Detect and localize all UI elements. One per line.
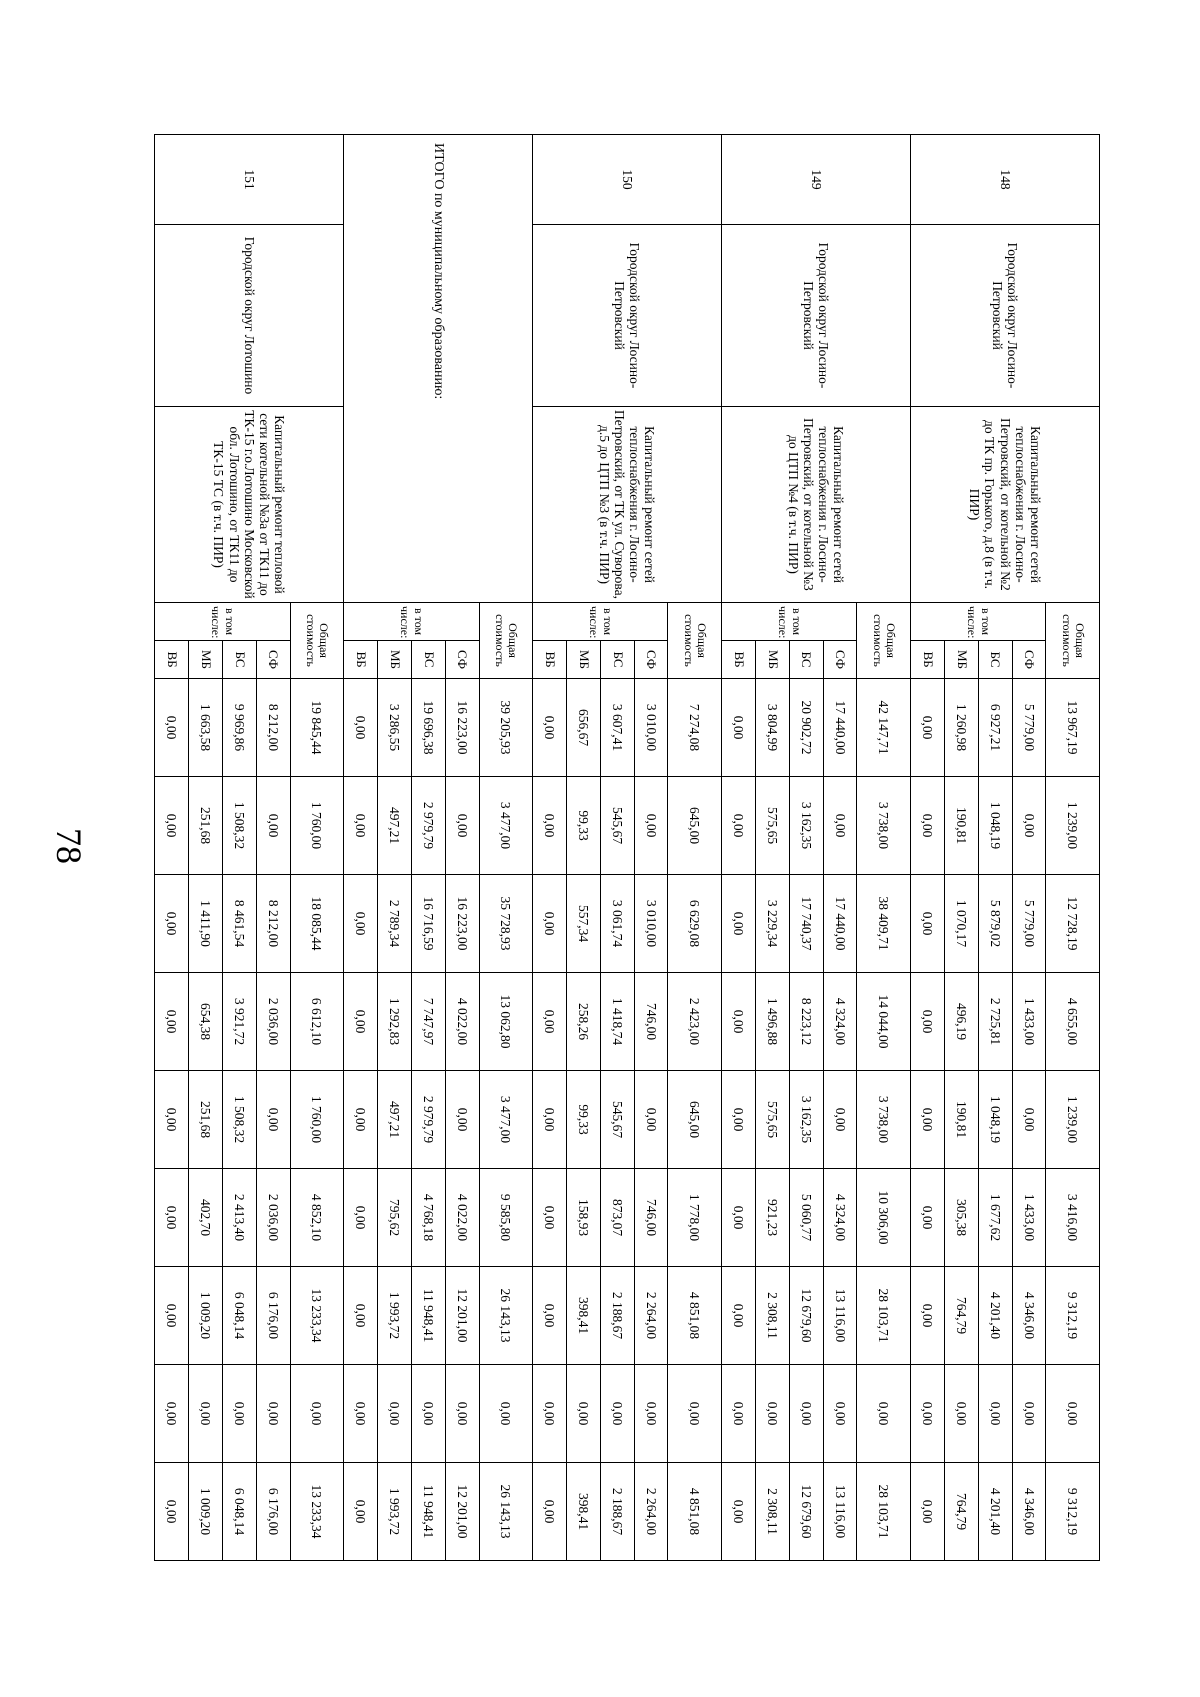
value-cell: 2 979,79 <box>411 777 445 875</box>
value-cell: 3 738,00 <box>857 777 911 875</box>
value-cell: 0,00 <box>445 1365 479 1463</box>
value-cell: 0,00 <box>155 1267 189 1365</box>
value-cell: 1 508,32 <box>222 1071 256 1169</box>
value-cell: 545,67 <box>600 1071 634 1169</box>
value-cell: 9 312,19 <box>1046 1463 1100 1561</box>
table-row <box>290 135 344 1561</box>
value-cell: 0,00 <box>533 1267 567 1365</box>
value-cell: 2 725,81 <box>978 973 1012 1071</box>
value-cell: 656,67 <box>567 679 601 777</box>
total-label: ИТОГО по муниципальному образованию: <box>344 135 533 603</box>
value-cell: 0,00 <box>722 973 756 1071</box>
funding-source: МБ <box>189 641 223 679</box>
value-cell: 13 967,19 <box>1046 679 1100 777</box>
value-cell: 305,38 <box>944 1169 978 1267</box>
value-cell: 4 201,40 <box>978 1267 1012 1365</box>
value-cell: 0,00 <box>1012 1071 1046 1169</box>
funding-source: ВБ <box>911 641 945 679</box>
value-cell: 18 085,44 <box>290 875 344 973</box>
value-cell: 6 176,00 <box>256 1463 290 1561</box>
value-cell: 13 116,00 <box>823 1463 857 1561</box>
value-cell: 0,00 <box>722 1169 756 1267</box>
value-cell: 1 677,62 <box>978 1169 1012 1267</box>
value-cell: 0,00 <box>445 777 479 875</box>
value-cell: 557,34 <box>567 875 601 973</box>
value-cell: 0,00 <box>978 1365 1012 1463</box>
value-cell: 795,62 <box>378 1169 412 1267</box>
value-cell: 1 508,32 <box>222 777 256 875</box>
including-label: в том числе: <box>722 603 857 641</box>
value-cell: 0,00 <box>722 679 756 777</box>
cost-table <box>154 134 1100 1561</box>
value-cell: 0,00 <box>533 777 567 875</box>
value-cell: 0,00 <box>411 1365 445 1463</box>
including-label: в том числе: <box>344 603 479 641</box>
value-cell: 0,00 <box>344 973 378 1071</box>
value-cell: 5 779,00 <box>1012 875 1046 973</box>
value-cell: 0,00 <box>155 1071 189 1169</box>
funding-source: БС <box>411 641 445 679</box>
including-label: в том числе: <box>533 603 668 641</box>
value-cell: 1 239,00 <box>1046 777 1100 875</box>
value-cell: 0,00 <box>533 1365 567 1463</box>
value-cell: 2 264,00 <box>634 1463 668 1561</box>
value-cell: 99,33 <box>567 777 601 875</box>
value-cell: 0,00 <box>722 777 756 875</box>
value-cell: 14 044,00 <box>857 973 911 1071</box>
value-cell: 2 979,79 <box>411 1071 445 1169</box>
value-cell: 3 010,00 <box>634 875 668 973</box>
value-cell: 20 902,72 <box>789 679 823 777</box>
value-cell: 0,00 <box>155 973 189 1071</box>
value-cell: 645,00 <box>668 777 722 875</box>
value-cell: 13 062,80 <box>479 973 533 1071</box>
funding-source: МБ <box>567 641 601 679</box>
funding-source: СФ <box>256 641 290 679</box>
table-row <box>857 135 911 1561</box>
value-cell: 0,00 <box>155 1169 189 1267</box>
value-cell: 2 188,67 <box>600 1463 634 1561</box>
value-cell: 19 696,38 <box>411 679 445 777</box>
value-cell: 0,00 <box>911 679 945 777</box>
value-cell: 0,00 <box>911 973 945 1071</box>
value-cell: 0,00 <box>533 1071 567 1169</box>
value-cell: 2 423,00 <box>668 973 722 1071</box>
value-cell: 2 264,00 <box>634 1267 668 1365</box>
value-cell: 0,00 <box>155 1365 189 1463</box>
value-cell: 0,00 <box>911 1071 945 1169</box>
project-description: Капитальный ремонт сетей теплоснабжения г. Лосино-Петровский, от ТК ул. Суворова, д.5 до ЦТП №3 (в т.ч. ПИР) <box>533 407 722 603</box>
value-cell: 4 324,00 <box>823 973 857 1071</box>
value-cell: 12 201,00 <box>445 1267 479 1365</box>
value-cell: 0,00 <box>533 973 567 1071</box>
value-cell: 0,00 <box>634 777 668 875</box>
value-cell: 0,00 <box>378 1365 412 1463</box>
value-cell: 8 223,12 <box>789 973 823 1071</box>
value-cell: 764,79 <box>944 1267 978 1365</box>
value-cell: 2 413,40 <box>222 1169 256 1267</box>
value-cell: 0,00 <box>344 1169 378 1267</box>
value-cell: 0,00 <box>1046 1365 1100 1463</box>
value-cell: 16 716,59 <box>411 875 445 973</box>
value-cell: 28 103,71 <box>857 1463 911 1561</box>
value-cell: 4 655,00 <box>1046 973 1100 1071</box>
value-cell: 0,00 <box>668 1365 722 1463</box>
value-cell: 0,00 <box>344 1463 378 1561</box>
value-cell: 0,00 <box>722 1365 756 1463</box>
value-cell: 1 009,20 <box>189 1463 223 1561</box>
value-cell: 0,00 <box>533 679 567 777</box>
value-cell: 0,00 <box>722 1463 756 1561</box>
value-cell: 3 477,00 <box>479 1071 533 1169</box>
value-cell: 7 274,08 <box>668 679 722 777</box>
value-cell: 6 927,21 <box>978 679 1012 777</box>
value-cell: 1 760,00 <box>290 1071 344 1169</box>
including-label: в том числе: <box>155 603 291 641</box>
municipality: Городской округ Лотошино <box>155 225 344 407</box>
value-cell: 0,00 <box>222 1365 256 1463</box>
value-cell: 746,00 <box>634 1169 668 1267</box>
value-cell: 13 116,00 <box>823 1267 857 1365</box>
funding-source: МБ <box>378 641 412 679</box>
value-cell: 9 969,86 <box>222 679 256 777</box>
funding-source: ВБ <box>722 641 756 679</box>
value-cell: 0,00 <box>256 1365 290 1463</box>
value-cell: 1 778,00 <box>668 1169 722 1267</box>
funding-source: МБ <box>755 641 789 679</box>
total-cost-label: Общая стоимость <box>290 603 344 679</box>
funding-source: СФ <box>445 641 479 679</box>
value-cell: 4 022,00 <box>445 1169 479 1267</box>
value-cell: 251,68 <box>189 777 223 875</box>
value-cell: 1 048,19 <box>978 1071 1012 1169</box>
value-cell: 0,00 <box>256 777 290 875</box>
value-cell: 10 306,00 <box>857 1169 911 1267</box>
value-cell: 0,00 <box>344 777 378 875</box>
value-cell: 8 212,00 <box>256 679 290 777</box>
value-cell: 1 239,00 <box>1046 1071 1100 1169</box>
funding-source: БС <box>978 641 1012 679</box>
value-cell: 12 679,60 <box>789 1463 823 1561</box>
value-cell: 4 346,00 <box>1012 1267 1046 1365</box>
row-number: 149 <box>722 135 911 225</box>
value-cell: 0,00 <box>755 1365 789 1463</box>
value-cell: 2 036,00 <box>256 973 290 1071</box>
project-description: Капитальный ремонт сетей теплоснабжения г. Лосино-Петровский, от котельной №3 до ЦТП №4 (в т.ч. ПИР) <box>722 407 911 603</box>
value-cell: 0,00 <box>445 1071 479 1169</box>
funding-source: БС <box>222 641 256 679</box>
value-cell: 190,81 <box>944 1071 978 1169</box>
value-cell: 4 201,40 <box>978 1463 1012 1561</box>
value-cell: 764,79 <box>944 1463 978 1561</box>
value-cell: 402,70 <box>189 1169 223 1267</box>
value-cell: 654,38 <box>189 973 223 1071</box>
value-cell: 0,00 <box>823 1071 857 1169</box>
value-cell: 0,00 <box>722 1267 756 1365</box>
value-cell: 3 921,72 <box>222 973 256 1071</box>
page-number: 78 <box>49 828 89 864</box>
value-cell: 3 286,55 <box>378 679 412 777</box>
value-cell: 873,07 <box>600 1169 634 1267</box>
value-cell: 0,00 <box>634 1365 668 1463</box>
value-cell: 3 804,99 <box>755 679 789 777</box>
value-cell: 2 188,67 <box>600 1267 634 1365</box>
table-row <box>479 135 533 1561</box>
value-cell: 0,00 <box>722 1071 756 1169</box>
value-cell: 0,00 <box>344 875 378 973</box>
value-cell: 0,00 <box>600 1365 634 1463</box>
value-cell: 11 948,41 <box>411 1267 445 1365</box>
value-cell: 1 070,17 <box>944 875 978 973</box>
value-cell: 16 223,00 <box>445 679 479 777</box>
project-description: Капитальный ремонт сетей теплоснабжения г. Лосино-Петровский, от котельной №2 до ТК пр. Горького, д.8 (в т.ч. ПИР) <box>911 407 1100 603</box>
value-cell: 545,67 <box>600 777 634 875</box>
value-cell: 575,65 <box>755 777 789 875</box>
value-cell: 0,00 <box>857 1365 911 1463</box>
value-cell: 4 768,18 <box>411 1169 445 1267</box>
value-cell: 1 009,20 <box>189 1267 223 1365</box>
value-cell: 1 993,72 <box>378 1463 412 1561</box>
value-cell: 1 048,19 <box>978 777 1012 875</box>
value-cell: 9 312,19 <box>1046 1267 1100 1365</box>
total-cost-label: Общая стоимость <box>1046 603 1100 679</box>
value-cell: 28 103,71 <box>857 1267 911 1365</box>
value-cell: 1 260,98 <box>944 679 978 777</box>
value-cell: 4 851,08 <box>668 1463 722 1561</box>
value-cell: 3 162,35 <box>789 777 823 875</box>
value-cell: 4 852,10 <box>290 1169 344 1267</box>
value-cell: 5 060,77 <box>789 1169 823 1267</box>
value-cell: 1 663,58 <box>189 679 223 777</box>
value-cell: 1 760,00 <box>290 777 344 875</box>
table-row <box>668 135 722 1561</box>
value-cell: 1 496,88 <box>755 973 789 1071</box>
value-cell: 0,00 <box>911 875 945 973</box>
value-cell: 2 789,34 <box>378 875 412 973</box>
row-number: 148 <box>911 135 1100 225</box>
value-cell: 0,00 <box>155 679 189 777</box>
value-cell: 12 201,00 <box>445 1463 479 1561</box>
value-cell: 16 223,00 <box>445 875 479 973</box>
project-description: Капитальный ремонт тепловой сети котельной №3а от ТК11 до ТК-15 г.о.Лотошино Московской обл. Лотошино, от ТК11 до ТК-15 ТС (в т.ч. ПИР) <box>155 407 344 603</box>
value-cell: 6 629,08 <box>668 875 722 973</box>
funding-source: БС <box>789 641 823 679</box>
funding-source: МБ <box>944 641 978 679</box>
value-cell: 251,68 <box>189 1071 223 1169</box>
value-cell: 0,00 <box>290 1365 344 1463</box>
value-cell: 0,00 <box>722 875 756 973</box>
rotated-page <box>154 134 1100 1560</box>
value-cell: 0,00 <box>789 1365 823 1463</box>
value-cell: 38 409,71 <box>857 875 911 973</box>
total-cost-label: Общая стоимость <box>857 603 911 679</box>
value-cell: 497,21 <box>378 1071 412 1169</box>
value-cell: 4 022,00 <box>445 973 479 1071</box>
value-cell: 258,26 <box>567 973 601 1071</box>
value-cell: 11 948,41 <box>411 1463 445 1561</box>
value-cell: 3 738,00 <box>857 1071 911 1169</box>
funding-source: ВБ <box>344 641 378 679</box>
value-cell: 0,00 <box>256 1071 290 1169</box>
municipality: Городской округ Лосино-Петровский <box>722 225 911 407</box>
value-cell: 3 061,74 <box>600 875 634 973</box>
value-cell: 8 212,00 <box>256 875 290 973</box>
value-cell: 398,41 <box>567 1267 601 1365</box>
value-cell: 0,00 <box>1012 1365 1046 1463</box>
value-cell: 0,00 <box>155 875 189 973</box>
value-cell: 0,00 <box>533 875 567 973</box>
value-cell: 1 418,74 <box>600 973 634 1071</box>
value-cell: 190,81 <box>944 777 978 875</box>
value-cell: 921,23 <box>755 1169 789 1267</box>
value-cell: 1 433,00 <box>1012 1169 1046 1267</box>
value-cell: 12 728,19 <box>1046 875 1100 973</box>
value-cell: 7 747,97 <box>411 973 445 1071</box>
value-cell: 0,00 <box>567 1365 601 1463</box>
value-cell: 4 346,00 <box>1012 1463 1046 1561</box>
municipality: Городской округ Лосино-Петровский <box>911 225 1100 407</box>
value-cell: 1 433,00 <box>1012 973 1046 1071</box>
value-cell: 3 162,35 <box>789 1071 823 1169</box>
row-number: 150 <box>533 135 722 225</box>
value-cell: 1 411,90 <box>189 875 223 973</box>
value-cell: 0,00 <box>634 1071 668 1169</box>
value-cell: 3 229,34 <box>755 875 789 973</box>
value-cell: 3 010,00 <box>634 679 668 777</box>
value-cell: 4 851,08 <box>668 1267 722 1365</box>
value-cell: 0,00 <box>344 679 378 777</box>
funding-source: БС <box>600 641 634 679</box>
value-cell: 575,65 <box>755 1071 789 1169</box>
including-label: в том числе: <box>911 603 1046 641</box>
value-cell: 0,00 <box>823 777 857 875</box>
value-cell: 3 416,00 <box>1046 1169 1100 1267</box>
value-cell: 0,00 <box>911 777 945 875</box>
value-cell: 17 740,37 <box>789 875 823 973</box>
value-cell: 3 477,00 <box>479 777 533 875</box>
value-cell: 6 176,00 <box>256 1267 290 1365</box>
value-cell: 1 292,83 <box>378 973 412 1071</box>
value-cell: 5 879,02 <box>978 875 1012 973</box>
value-cell: 26 143,13 <box>479 1463 533 1561</box>
value-cell: 0,00 <box>479 1365 533 1463</box>
total-cost-label: Общая стоимость <box>668 603 722 679</box>
value-cell: 0,00 <box>1012 777 1046 875</box>
value-cell: 4 324,00 <box>823 1169 857 1267</box>
municipality: Городской округ Лосино-Петровский <box>533 225 722 407</box>
funding-source: СФ <box>1012 641 1046 679</box>
value-cell: 12 679,60 <box>789 1267 823 1365</box>
value-cell: 9 585,80 <box>479 1169 533 1267</box>
value-cell: 0,00 <box>189 1365 223 1463</box>
value-cell: 0,00 <box>344 1365 378 1463</box>
value-cell: 26 143,13 <box>479 1267 533 1365</box>
value-cell: 2 308,11 <box>755 1267 789 1365</box>
value-cell: 496,19 <box>944 973 978 1071</box>
funding-source: СФ <box>823 641 857 679</box>
value-cell: 6 048,14 <box>222 1463 256 1561</box>
value-cell: 42 147,71 <box>857 679 911 777</box>
value-cell: 6 612,10 <box>290 973 344 1071</box>
value-cell: 0,00 <box>155 777 189 875</box>
value-cell: 5 779,00 <box>1012 679 1046 777</box>
funding-source: ВБ <box>155 641 189 679</box>
value-cell: 17 440,00 <box>823 679 857 777</box>
value-cell: 2 036,00 <box>256 1169 290 1267</box>
value-cell: 19 845,44 <box>290 679 344 777</box>
value-cell: 0,00 <box>911 1169 945 1267</box>
value-cell: 2 308,11 <box>755 1463 789 1561</box>
value-cell: 398,41 <box>567 1463 601 1561</box>
value-cell: 35 728,93 <box>479 875 533 973</box>
table-row <box>1046 135 1100 1561</box>
value-cell: 0,00 <box>944 1365 978 1463</box>
value-cell: 17 440,00 <box>823 875 857 973</box>
value-cell: 746,00 <box>634 973 668 1071</box>
value-cell: 13 233,34 <box>290 1463 344 1561</box>
value-cell: 497,21 <box>378 777 412 875</box>
value-cell: 99,33 <box>567 1071 601 1169</box>
value-cell: 158,93 <box>567 1169 601 1267</box>
value-cell: 8 461,54 <box>222 875 256 973</box>
value-cell: 0,00 <box>344 1267 378 1365</box>
value-cell: 0,00 <box>823 1365 857 1463</box>
value-cell: 0,00 <box>533 1463 567 1561</box>
row-number: 151 <box>155 135 344 225</box>
funding-source: СФ <box>634 641 668 679</box>
value-cell: 0,00 <box>344 1071 378 1169</box>
value-cell: 0,00 <box>533 1169 567 1267</box>
value-cell: 0,00 <box>911 1365 945 1463</box>
value-cell: 645,00 <box>668 1071 722 1169</box>
value-cell: 39 205,93 <box>479 679 533 777</box>
funding-source: ВБ <box>533 641 567 679</box>
value-cell: 3 607,41 <box>600 679 634 777</box>
value-cell: 6 048,14 <box>222 1267 256 1365</box>
value-cell: 0,00 <box>911 1463 945 1561</box>
value-cell: 13 233,34 <box>290 1267 344 1365</box>
value-cell: 0,00 <box>911 1267 945 1365</box>
value-cell: 1 993,72 <box>378 1267 412 1365</box>
value-cell: 0,00 <box>155 1463 189 1561</box>
total-cost-label: Общая стоимость <box>479 603 533 679</box>
